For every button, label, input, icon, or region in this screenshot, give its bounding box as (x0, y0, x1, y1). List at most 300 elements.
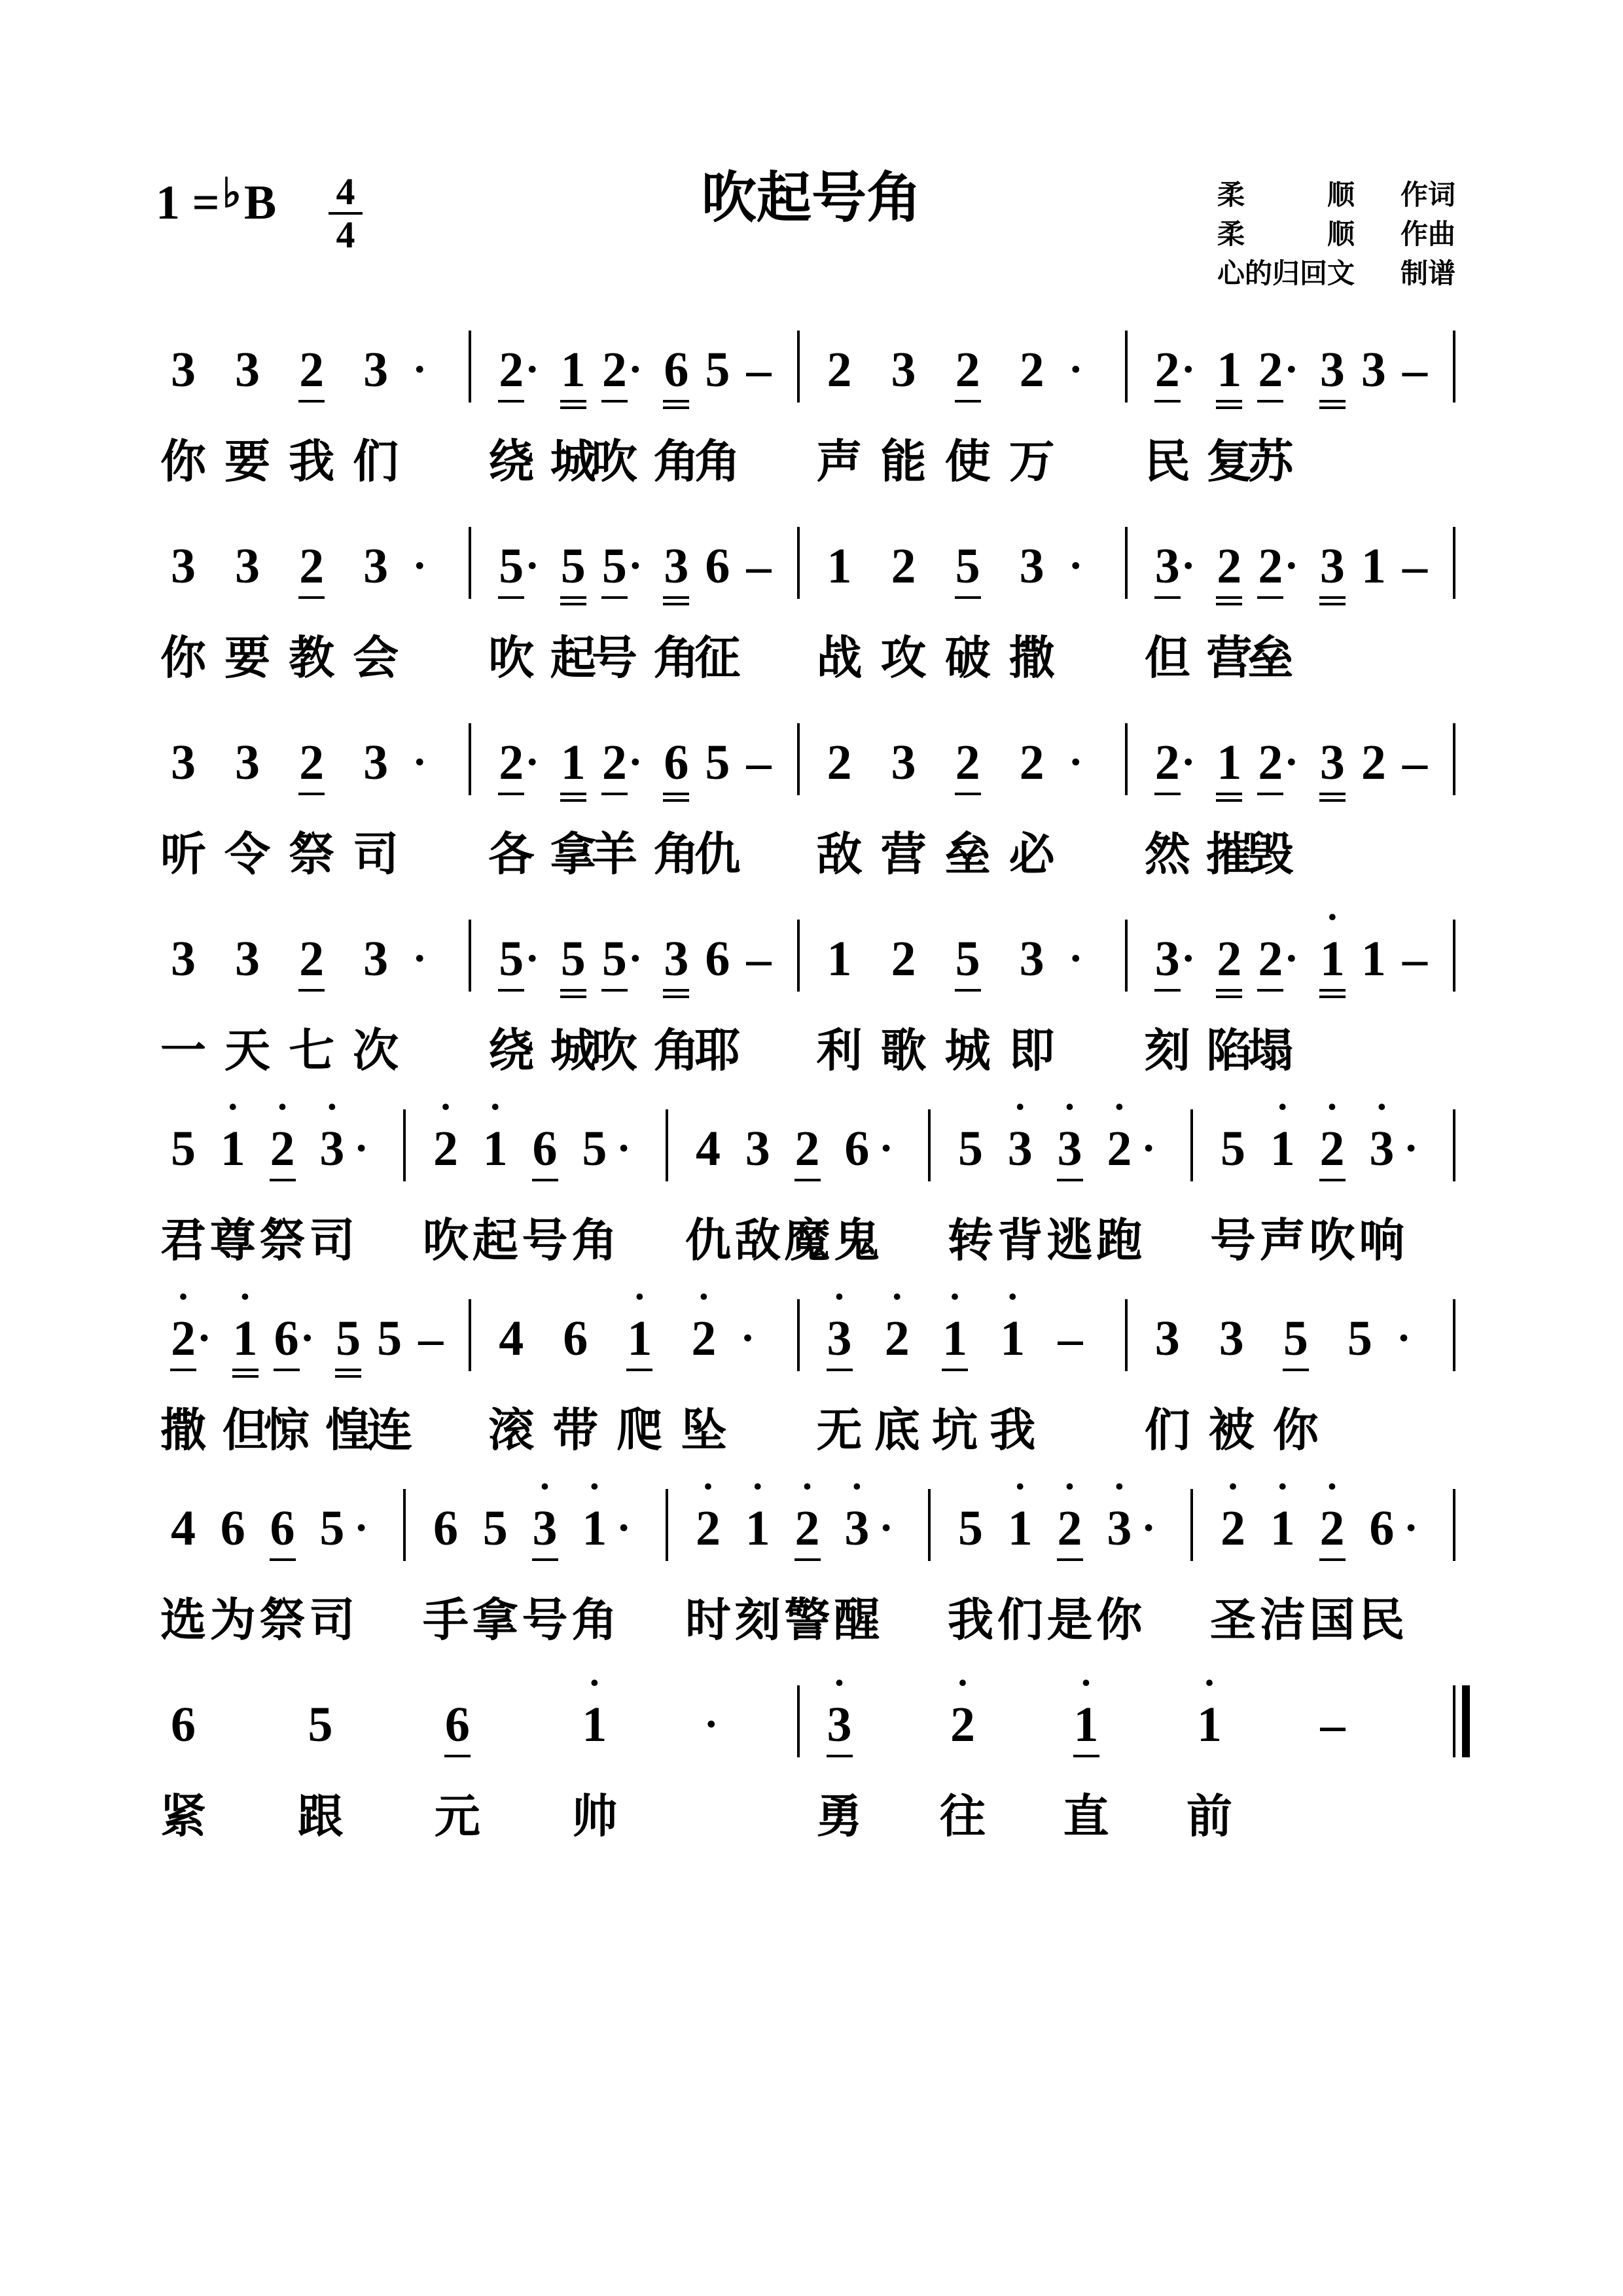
augmentation-dot: · (1404, 1504, 1419, 1552)
dash-extension: – (1402, 931, 1427, 986)
note-digit: 2 (1244, 736, 1296, 789)
barline (469, 723, 471, 795)
octave-dot-high: · (832, 1275, 846, 1318)
underline-sixteenth (335, 1375, 361, 1378)
note-digit: 2 · (936, 1698, 989, 1751)
barline (403, 1109, 406, 1181)
note-digit: 1 (547, 344, 599, 396)
underline-sixteenth (663, 406, 689, 409)
underline-eighth (498, 400, 524, 403)
octave-dot-high: · (1202, 1661, 1216, 1704)
underline-eighth (1257, 400, 1283, 403)
note-digit: 4 (499, 1311, 524, 1366)
note-digit: 5 (705, 735, 730, 790)
note-digit: 3 · (519, 1502, 571, 1554)
note-digit: 5 (1270, 1312, 1322, 1365)
note-digit: 1 · (613, 1312, 666, 1365)
underline-eighth (601, 793, 628, 795)
note-digit: 3 (363, 539, 389, 594)
octave-dot-high: · (955, 1661, 969, 1704)
underline-eighth (955, 793, 981, 795)
note-digit: 3 (235, 931, 260, 986)
underline-eighth (827, 1755, 853, 1757)
note-digit: 3 (1154, 1311, 1180, 1366)
underline-eighth (1319, 989, 1346, 992)
octave-dot-high: · (1325, 1085, 1339, 1128)
barline (1453, 723, 1455, 795)
dash-extension: – (746, 931, 772, 986)
lyric-char: 爬 (616, 1403, 663, 1457)
underline-eighth (532, 1179, 558, 1181)
lyric-char: 我 (289, 435, 335, 488)
lyric-char: 祭 (289, 827, 335, 881)
barline (469, 331, 471, 403)
augmentation-dot: · (1181, 935, 1196, 982)
lyric-char: 摧 (1206, 827, 1253, 881)
note-digit: 5 (547, 933, 599, 985)
credit-role: 作曲 (1400, 218, 1456, 250)
augmentation-dot: · (1284, 935, 1299, 982)
lyric-char: 民 (1359, 1593, 1405, 1647)
underline-eighth (942, 1369, 968, 1371)
octave-dot-high: · (751, 1465, 764, 1508)
augmentation-dot: · (628, 542, 643, 590)
flat-sign: ♭ (222, 171, 241, 216)
barline (797, 1685, 800, 1757)
lyric-char: 撒 (160, 1403, 206, 1457)
note-digit: 2 · (157, 1312, 209, 1365)
underline-eighth (1319, 1179, 1346, 1181)
underline-eighth (560, 793, 586, 795)
note-digit: 3 (171, 342, 196, 397)
barline (1125, 723, 1128, 795)
lyric-char: 鬼 (834, 1213, 880, 1267)
underline-sixteenth (232, 1375, 259, 1378)
augmentation-dot: · (412, 542, 427, 590)
note-digit: 6 (705, 931, 730, 986)
augmentation-dot: · (740, 1314, 755, 1362)
note-digit: 5 (322, 1312, 374, 1365)
note-digit: 5 (319, 1501, 345, 1556)
lyric-char: 角 (571, 1213, 618, 1267)
barline (1453, 1299, 1455, 1371)
lyric-char: 是 (1046, 1593, 1093, 1647)
lyric-char: 号 (591, 631, 637, 685)
note-digit: 2 · (1207, 1502, 1259, 1554)
note-digit: 1 (1361, 539, 1386, 594)
lyric-char: 但 (222, 1403, 268, 1457)
note-digit: 1 · (219, 1312, 272, 1365)
note-digit: 2 (942, 344, 994, 396)
note-digit: 2 (588, 736, 641, 789)
underline-sixteenth (663, 996, 689, 998)
note-digit: 5 (958, 1501, 983, 1556)
lyric-char: 令 (224, 827, 271, 881)
lyric-char: 角 (653, 631, 700, 685)
underline-eighth (1257, 989, 1283, 992)
underline-eighth (1319, 793, 1346, 795)
octave-dot-high: · (1275, 1085, 1289, 1128)
barline (469, 1299, 471, 1371)
barline (797, 331, 800, 403)
underline-eighth (498, 989, 524, 992)
note-digit: 2 · (677, 1312, 730, 1365)
credit-composer (1217, 213, 1479, 250)
note-digit: 3 (1019, 539, 1044, 594)
note-digit: 2 · (871, 1312, 923, 1365)
underline-eighth (498, 596, 524, 599)
note-digit: 6 (171, 1697, 196, 1752)
key-letter: B (243, 176, 277, 230)
lyric-char: 要 (224, 631, 271, 685)
octave-dot-high: · (890, 1275, 904, 1318)
underline-eighth (1073, 1755, 1099, 1757)
underline-eighth (663, 793, 689, 795)
note-digit: 5 (942, 540, 994, 592)
lyric-char: 各 (488, 827, 535, 881)
note-digit: 1 · (207, 1122, 259, 1175)
note-digit: 5 (547, 540, 599, 592)
underline-eighth (298, 596, 325, 599)
lyric-char: 司 (309, 1213, 355, 1267)
barline (1125, 1299, 1128, 1371)
augmentation-dot: · (1404, 1124, 1419, 1172)
underline-sixteenth (560, 603, 586, 605)
augmentation-dot: · (412, 935, 427, 982)
barline (403, 1489, 406, 1561)
underline-eighth (560, 989, 586, 992)
lyric-char: 醒 (834, 1593, 880, 1647)
lyric-char: 惶 (325, 1403, 372, 1457)
lyric-char: 角 (694, 435, 741, 488)
barline (797, 527, 800, 599)
lyric-char: 为 (209, 1593, 256, 1647)
note-digit: 6 (1369, 1501, 1395, 1556)
underline-eighth (1216, 793, 1242, 795)
octave-dot-high: · (1325, 895, 1339, 939)
underline-eighth (827, 1369, 853, 1371)
augmentation-dot: · (1141, 1124, 1156, 1172)
note-digit: 3 · (1093, 1502, 1145, 1554)
lyric-char: 祭 (259, 1593, 306, 1647)
lyric-char: 城 (944, 1024, 991, 1077)
underline-eighth (955, 400, 981, 403)
note-digit: 3 (1361, 342, 1386, 397)
lyric-char: 无 (816, 1403, 863, 1457)
note-digit: 2 (1203, 540, 1255, 592)
note-digit: 2 · (257, 1122, 309, 1175)
note-digit: 3 · (1044, 1122, 1096, 1175)
barline (1453, 1489, 1455, 1561)
note-digit: 6 (431, 1698, 484, 1751)
lyric-char: 战 (816, 631, 863, 685)
lyric-char: 塌 (1247, 1024, 1294, 1077)
lyric-char: 时 (685, 1593, 731, 1647)
note-digit: 3 · (1355, 1122, 1408, 1175)
underline-eighth (1154, 989, 1181, 992)
underline-eighth (1216, 989, 1242, 992)
underline-eighth (270, 1558, 296, 1561)
underline-eighth (601, 989, 628, 992)
octave-dot-high: · (276, 1085, 289, 1128)
augmentation-dot: · (354, 1124, 369, 1172)
credit-name: 柔 顺 (1217, 218, 1355, 250)
note-digit: 3 (1306, 540, 1359, 592)
lyric-char: 手 (423, 1593, 469, 1647)
lyric-char: 君 (160, 1213, 206, 1267)
underline-sixteenth (663, 603, 689, 605)
lyric-char: 拿 (472, 1593, 518, 1647)
lyric-char: 营 (880, 827, 927, 881)
lyric-char: 你 (1272, 1403, 1319, 1457)
lyric-char: 敌 (734, 1213, 781, 1267)
augmentation-dot: · (354, 1504, 369, 1552)
lyric-char: 要 (224, 435, 271, 488)
lyric-char: 撒 (1008, 631, 1055, 685)
note-digit: 3 (363, 735, 389, 790)
augmentation-dot: · (525, 738, 540, 786)
octave-dot-high: · (948, 1275, 961, 1318)
dash-extension: – (1320, 1697, 1346, 1752)
note-digit: 5 (942, 933, 994, 985)
song-title: 吹起号角 (701, 166, 921, 230)
octave-dot-high: · (701, 1465, 715, 1508)
lyric-char: 听 (160, 827, 206, 881)
underline-eighth (232, 1369, 259, 1371)
lyric-char: 背 (997, 1213, 1043, 1267)
note-digit: 3 (235, 342, 260, 397)
octave-dot-high: · (1375, 1085, 1389, 1128)
note-digit: 3 · (994, 1122, 1046, 1175)
underline-sixteenth (560, 996, 586, 998)
lyric-char: 吹 (423, 1213, 469, 1267)
note-digit: 2 (942, 736, 994, 789)
underline-sixteenth (663, 799, 689, 802)
note-digit: 2 (1019, 735, 1044, 790)
note-digit: 2 (285, 344, 338, 396)
lyric-char: 必 (1008, 827, 1055, 881)
lyric-char: 响 (1359, 1213, 1405, 1267)
dash-extension: – (1402, 342, 1427, 397)
lyric-char: 选 (160, 1593, 206, 1647)
note-digit: 3 (1141, 540, 1194, 592)
lyric-char: 惊 (263, 1403, 310, 1457)
lyric-char: 警 (784, 1593, 830, 1647)
lyric-char: 民 (1144, 435, 1190, 488)
note-digit: 3 (363, 342, 389, 397)
barline (1453, 920, 1455, 992)
note-digit: 3 (745, 1121, 770, 1176)
note-digit: 2 (1244, 933, 1296, 985)
lyric-char: 角 (653, 435, 700, 488)
barline (1125, 920, 1128, 992)
note-digit: 1 (1203, 344, 1255, 396)
augmentation-dot: · (628, 738, 643, 786)
underline-eighth (601, 400, 628, 403)
note-digit: 2 (285, 933, 338, 985)
augmentation-dot: · (628, 935, 643, 982)
augmentation-dot: · (525, 346, 540, 393)
note-digit: 5 (588, 540, 641, 592)
lyric-char: 绕 (488, 435, 535, 488)
lyric-char: 号 (1210, 1213, 1256, 1267)
note-digit: 1 · (986, 1312, 1039, 1365)
augmentation-dot: · (197, 1314, 212, 1362)
lyric-char: 一 (160, 1024, 206, 1077)
augmentation-dot: · (412, 346, 427, 393)
underline-eighth (955, 989, 981, 992)
lyric-char: 能 (880, 435, 927, 488)
augmentation-dot: · (628, 346, 643, 393)
note-digit: 3 (1306, 736, 1359, 789)
note-digit: 2 · (781, 1502, 834, 1554)
lyric-char: 们 (997, 1593, 1043, 1647)
note-digit: 1 (827, 539, 852, 594)
note-digit: 5 (588, 933, 641, 985)
lyric-char: 羊 (591, 827, 637, 881)
lyric-char: 会 (353, 631, 399, 685)
barline (797, 920, 800, 992)
lyric-char: 号 (522, 1213, 568, 1267)
lyric-char: 带 (552, 1403, 599, 1457)
dash-extension: – (1402, 539, 1427, 594)
time-signature-bottom: 4 (336, 213, 355, 256)
credit-role: 制谱 (1400, 257, 1456, 289)
note-digit: 2 (1019, 342, 1044, 397)
note-digit: 2 (827, 342, 852, 397)
lyric-char: 仇 (685, 1213, 731, 1267)
barline (928, 1489, 931, 1561)
barline (469, 527, 471, 599)
note-digit: 3 · (306, 1122, 358, 1175)
underline-eighth (560, 596, 586, 599)
underline-eighth (1319, 596, 1346, 599)
barline (666, 1489, 668, 1561)
augmentation-dot: · (300, 1314, 315, 1362)
lyric-char: 陷 (1206, 1024, 1253, 1077)
note-digit: 5 (171, 1121, 196, 1176)
lyric-char: 前 (1186, 1789, 1232, 1843)
note-digit: 6 (844, 1121, 870, 1176)
lyric-char: 逃 (1046, 1213, 1093, 1267)
lyric-char: 起 (550, 631, 596, 685)
barline (469, 920, 471, 992)
lyric-char: 毁 (1247, 827, 1294, 881)
note-digit: 5 (1221, 1121, 1245, 1176)
note-digit: 1 · (1257, 1502, 1309, 1554)
note-digit: 3 (235, 735, 260, 790)
lyric-char: 垒 (1247, 631, 1294, 685)
lyric-char: 我 (948, 1593, 993, 1647)
note-digit: 4 (696, 1121, 721, 1176)
note-digit: 1 · (1306, 933, 1359, 985)
augmentation-dot: · (704, 1700, 719, 1748)
underline-eighth (955, 596, 981, 599)
underline-eighth (1216, 400, 1242, 403)
note-digit: 2 (1244, 344, 1296, 396)
octave-dot-high: · (588, 1465, 601, 1508)
note-digit: 3 (1306, 344, 1359, 396)
note-digit: 1 · (1183, 1698, 1236, 1751)
lyric-char: 角 (653, 1024, 700, 1077)
note-digit: 6 (220, 1501, 245, 1556)
augmentation-dot: · (879, 1124, 894, 1172)
lyric-char: 苏 (1247, 435, 1294, 488)
lyric-char: 被 (1208, 1403, 1255, 1457)
octave-dot-high: · (438, 1085, 452, 1128)
lyric-char: 直 (1063, 1789, 1109, 1843)
note-digit: 3 (1019, 931, 1044, 986)
augmentation-dot: · (616, 1504, 632, 1552)
lyric-char: 吹 (1309, 1213, 1355, 1267)
note-digit: 3 (650, 540, 702, 592)
octave-dot-high: · (488, 1085, 502, 1128)
barline (928, 1109, 931, 1181)
augmentation-dot: · (1068, 542, 1083, 590)
octave-dot-high: · (1063, 1465, 1077, 1508)
underline-sixteenth (1216, 406, 1242, 409)
underline-eighth (1154, 793, 1181, 795)
lyric-char: 仇 (694, 827, 741, 881)
underline-eighth (298, 989, 325, 992)
augmentation-dot: · (1284, 738, 1299, 786)
note-digit: 5 (582, 1121, 607, 1176)
lyric-char: 号 (522, 1593, 568, 1647)
note-digit: 2 (285, 736, 338, 789)
note-digit: 1 · (1257, 1122, 1309, 1175)
lyric-char: 起 (472, 1213, 518, 1267)
lyric-char: 勇 (816, 1789, 863, 1843)
note-digit: 1 (1203, 736, 1255, 789)
octave-dot-high: · (1063, 1085, 1077, 1128)
dash-extension: – (746, 735, 772, 790)
lyric-char: 攻 (880, 631, 927, 685)
credit-name: 柔 顺 (1217, 179, 1355, 211)
underline-sixteenth (1216, 799, 1242, 802)
lyric-char: 征 (694, 631, 741, 685)
note-digit: 1 · (469, 1122, 522, 1175)
octave-dot-high: · (800, 1465, 814, 1508)
underline-eighth (1257, 596, 1283, 599)
note-digit: 2 · (682, 1502, 734, 1554)
note-digit: 1 (827, 931, 852, 986)
lyric-char: 万 (1008, 435, 1055, 488)
octave-dot-high: · (633, 1275, 647, 1318)
lyric-char: 角 (653, 827, 700, 881)
lyric-char: 们 (1144, 1403, 1190, 1457)
lyric-char: 洁 (1259, 1593, 1306, 1647)
note-digit: 3 · (813, 1312, 866, 1365)
augmentation-dot: · (1181, 738, 1196, 786)
underline-eighth (663, 989, 689, 992)
lyric-char: 国 (1309, 1593, 1355, 1647)
lyric-char: 紧 (160, 1789, 206, 1843)
dash-extension: – (746, 539, 772, 594)
dash-extension: – (1402, 735, 1427, 790)
octave-dot-high: · (588, 1661, 601, 1704)
note-digit: 2 (1244, 540, 1296, 592)
augmentation-dot: · (412, 738, 427, 786)
note-digit: 3 (171, 539, 196, 594)
time-signature (326, 171, 365, 255)
underline-eighth (560, 400, 586, 403)
note-digit: 5 (482, 1501, 508, 1556)
augmentation-dot: · (1396, 1314, 1411, 1362)
lyric-char: 我 (990, 1403, 1036, 1457)
note-digit: 5 (705, 342, 730, 397)
augmentation-dot: · (1141, 1504, 1156, 1552)
note-digit: 5 (485, 540, 537, 592)
